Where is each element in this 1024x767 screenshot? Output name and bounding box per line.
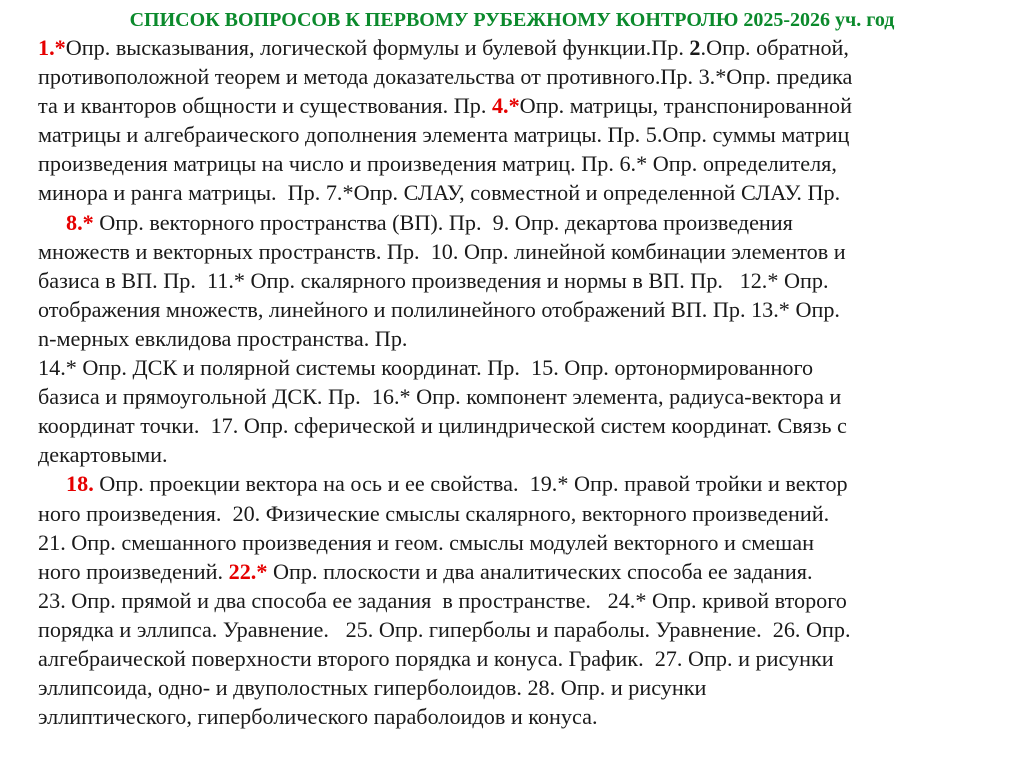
question-line: [0, 266, 1024, 295]
question-line: [0, 557, 1024, 586]
question-line: [0, 382, 1024, 411]
question-text: n-мерных евклидова пространства. Пр.: [38, 325, 408, 351]
question-line: [0, 615, 1024, 644]
question-line: [0, 673, 1024, 702]
question-line: [0, 208, 1024, 237]
question-text: Опр. проекции вектора на ось и ее свойства. 19.* Опр. правой тройки и вектор: [93, 471, 848, 497]
question-text: Опр. матрицы, транспонированной: [519, 93, 853, 119]
question-text: декартовыми.: [38, 442, 168, 468]
question-text: отображения множеств, линейного и полилинейного отображений ВП. Пр. 13.* Опр.: [38, 296, 840, 322]
question-list: [0, 33, 1024, 731]
question-line: [0, 295, 1024, 324]
question-line: [0, 120, 1024, 149]
question-text: та и кванторов общности и существования. Пр.: [38, 93, 492, 119]
document-title: СПИСОК ВОПРОСОВ К ПЕРВОМУ РУБЕЖНОМУ КОНТРОЛЮ 2025-2026 уч. год: [129, 9, 895, 31]
question-text: 2: [689, 35, 701, 60]
question-text: 23. Опр. прямой и два способа ее задания в пространстве. 24.* Опр. кривой второго: [38, 587, 847, 613]
question-line: [0, 149, 1024, 178]
question-text: Опр. векторного пространства (ВП). Пр. 9. Опр. декартова произведения: [93, 209, 793, 235]
question-number: 18.: [66, 471, 94, 497]
question-text: 14.* Опр. ДСК и полярной системы координат. Пр. 15. Опр. ортонормированного: [38, 355, 814, 381]
question-number: 4.*: [491, 93, 520, 119]
question-text: .Опр. обратной,: [700, 35, 849, 60]
question-text: 21. Опр. смешанного произведения и геом. смыслы модулей векторного и смешан: [38, 529, 814, 555]
question-text: базиса в ВП. Пр. 11.* Опр. скалярного произведения и нормы в ВП. Пр. 12.* Опр.: [38, 267, 829, 293]
question-number: 22.*: [228, 558, 268, 584]
question-number: 8.*: [66, 209, 94, 235]
question-line: [0, 702, 1024, 731]
question-line: [0, 237, 1024, 266]
question-line: [0, 499, 1024, 528]
question-line: [0, 440, 1024, 469]
question-text: матрицы и алгебраического дополнения элемента матрицы. Пр. 5.Опр. суммы матриц: [38, 122, 850, 148]
question-text: координат точки. 17. Опр. сферической и цилиндрической систем координат. Связь с: [38, 413, 847, 439]
question-text: Опр. плоскости и два аналитических способа ее задания.: [267, 558, 813, 584]
question-line: [0, 91, 1024, 120]
question-line: [0, 324, 1024, 353]
question-text: эллиптического, гиперболического параболоидов и конуса.: [38, 704, 598, 730]
question-text: ного произведения. 20. Физические смыслы скалярного, векторного произведений.: [38, 500, 830, 526]
question-line: [0, 33, 1024, 62]
question-text: произведения матрицы на число и произведения матриц. Пр. 6.* Опр. определителя,: [38, 151, 837, 177]
question-line: [0, 62, 1024, 91]
question-text: ного произведений.: [38, 558, 229, 584]
question-line: [0, 644, 1024, 673]
question-text: порядка и эллипса. Уравнение. 25. Опр. гиперболы и параболы. Уравнение. 26. Опр.: [38, 616, 851, 642]
question-number: 1.*: [38, 35, 66, 60]
question-line: [0, 353, 1024, 382]
question-line: [0, 586, 1024, 615]
question-text: минора и ранга матрицы. Пр. 7.*Опр. СЛАУ, совместной и определенной СЛАУ. Пр.: [38, 180, 841, 206]
question-text: противоположной теорем и метода доказательства от противного.Пр. 3.*Опр. предика: [38, 64, 853, 90]
question-line: [0, 411, 1024, 440]
question-text: алгебраической поверхности второго порядка и конуса. График. 27. Опр. и рисунки: [38, 645, 834, 671]
question-line: [0, 469, 1024, 498]
question-text: множеств и векторных пространств. Пр. 10. Опр. линейной комбинации элементов и: [38, 238, 846, 264]
question-text: Опр. высказывания, логической формулы и булевой функции.Пр.: [65, 35, 690, 60]
question-line: [0, 528, 1024, 557]
question-text: базиса и прямоугольной ДСК. Пр. 16.* Опр. компонент элемента, радиуса-вектора и: [38, 384, 842, 410]
question-line: [0, 178, 1024, 207]
question-text: эллипсоида, одно- и двуполостных гиперболоидов. 28. Опр. и рисунки: [38, 675, 707, 701]
